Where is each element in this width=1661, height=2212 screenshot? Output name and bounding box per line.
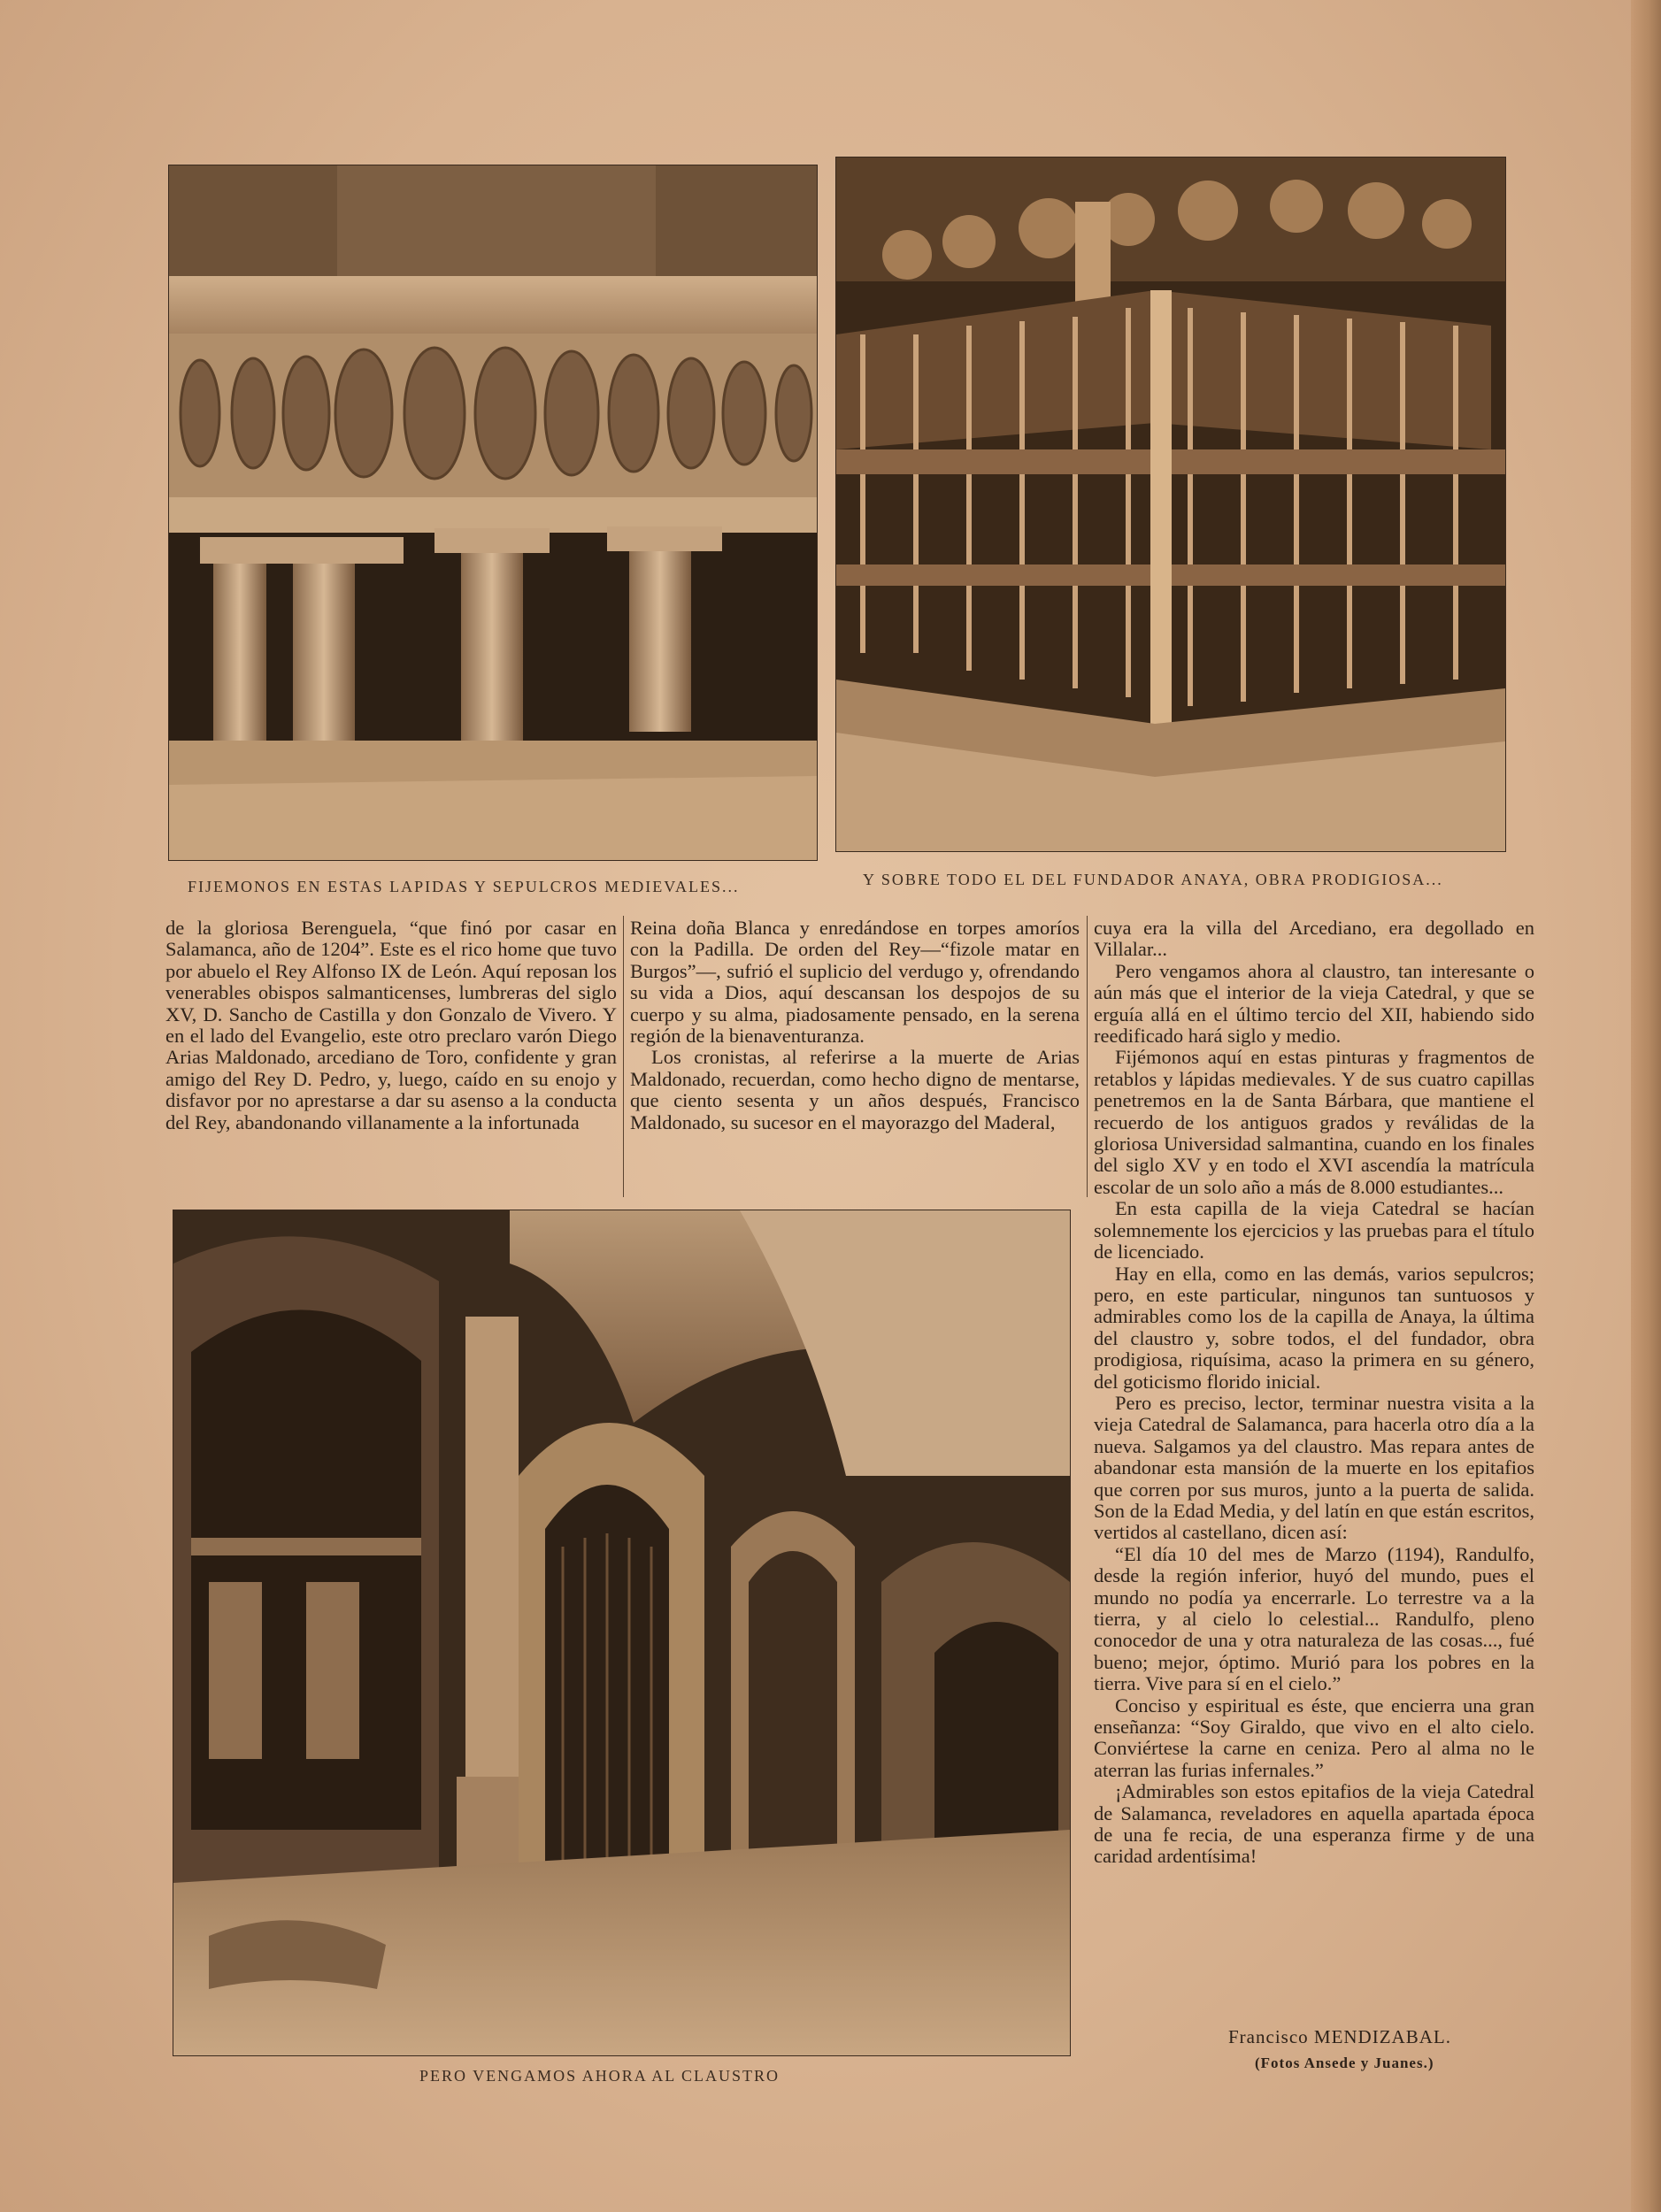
paragraph: ¡Admirables son estos epitafios de la vieja Catedral de Salamanca, reveladores en aquella apartada época de una fe recia, de una esperanza firme y de una caridad ardentísima! <box>1094 1780 1534 1868</box>
page-edge <box>1631 0 1661 2212</box>
author-signature: Francisco MENDIZABAL. <box>1228 2026 1451 2047</box>
paragraph: cuya era la villa del Arcediano, era degollado en Villalar... <box>1094 917 1534 961</box>
paragraph: de la gloriosa Berenguela, “que finó por casar en Salamanca, año de 1204”. Este es el rico home que tuvo por abuelo el Rey Alfonso IX de León. Aquí reposan los venerables obispos salmanticenses, lumbreras del siglo XV, D. Sancho de Castilla y don Gonzalo de Vivero. Y en el lado del Evangelio, este otro preclaro varón Diego Arias Maldonado, arcediano de Toro, confidente y gran amigo del Rey D. Pedro, y, luego, caído en su enojo y disfavor por no aprestarse a dar su asenso a la conducta del Rey, abandonando villanamente a la infortunada <box>165 917 617 1133</box>
paragraph: En esta capilla de la vieja Catedral se hacían solemnemente los ejercicios y las pruebas para el título de licenciado. <box>1094 1197 1534 1263</box>
photo-cloister <box>173 1210 1071 2056</box>
paragraph: Reina doña Blanca y enredándose en torpes amoríos con la Padilla. De orden del Rey—“fizole matar en Burgos”—, sufrió el suplicio del verdugo y, ofrendando su vida a Dios, aquí descansan los despojos de su cuerpo y su alma, piadosamente pensado, en la serena región de la bienaventuranza. <box>630 917 1080 1048</box>
text-column-3 <box>1094 918 1534 1868</box>
paragraph: Pero es preciso, lector, terminar nuestra visita a la vieja Catedral de Salamanca, para hacerla otro día a la nueva. Salgamos ya del claustro. Mas repara antes de abandonar esta mansión de la muerte en los epitafios que corren por sus muros, junto a la puerta de salida. Son de la Edad Media, y del latín en que están escritos, vertidos al castellano, dicen así: <box>1094 1391 1534 1544</box>
paragraph: Conciso y espiritual es éste, que encierra una gran enseñanza: “Soy Giraldo, que vivo en el alto cielo. Conviértese la carne en ceniza. Pero al alma no le aterran las furias infernales.” <box>1094 1694 1534 1781</box>
column-rule <box>623 916 624 1197</box>
paragraph: Pero vengamos ahora al claustro, tan interesante o aún más que el interior de la vieja Catedral, y que se erguía allá en el último tercio del XII, habiendo sido reedificado hará siglo y medio. <box>1094 959 1534 1048</box>
paragraph: Los cronistas, al referirse a la muerte de Arias Maldonado, recuerdan, como hecho digno de mentarse, que ciento sesenta y un años después, Francisco Maldonado, su sucesor en el mayorazgo del Maderal, <box>630 1046 1080 1133</box>
paragraph: Fijémonos aquí en estas pinturas y fragmentos de retablos y lápidas medievales. Y de sus cuatro capillas penetremos en la de Santa Bárbara, que mantiene el recuerdo de los antiguos grados y reválidas de la gloriosa Universidad salmantina, cuando en los finales del siglo XV y en todo el XVI ascendía la matrícula escolar de un solo año a más de 8.000 estudiantes... <box>1094 1046 1534 1198</box>
photo-credit: (Fotos Ansede y Juanes.) <box>1255 2055 1434 2071</box>
caption-top-right: Y SOBRE TODO EL DEL FUNDADOR ANAYA, OBRA PRODIGIOSA... <box>863 871 1443 888</box>
text-column-1 <box>165 918 617 1133</box>
caption-bottom: PERO VENGAMOS AHORA AL CLAUSTRO <box>419 2067 781 2085</box>
caption-top-left: FIJEMONOS EN ESTAS LAPIDAS Y SEPULCROS MEDIEVALES... <box>188 878 740 895</box>
column-rule <box>1087 916 1088 1197</box>
text-column-2 <box>630 918 1080 1133</box>
paragraph: “El día 10 del mes de Marzo (1194), Randulfo, desde la región inferior, huyó del mundo, pues el mundo no podía ya encerrarle. Lo terrestre va a la tierra, y al cielo lo celestial... Randulfo, pleno conocedor de una y otra naturaleza de las cosas..., fué bueno; mejor, óptimo. Murió para los pobres en la tierra. Vive para sí en el cielo.” <box>1094 1542 1534 1695</box>
photo-medieval-sepulchres <box>168 165 818 861</box>
photo-anaya-tomb <box>835 157 1506 852</box>
paragraph: Hay en ella, como en las demás, varios sepulcros; pero, en este particular, ningunos tan suntuosos y admirables como los de la capilla de Anaya, la última del claustro y, sobre todos, el del fundador, obra prodigiosa, riquísima, acaso la primera en su género, del goticismo florido inicial. <box>1094 1262 1534 1393</box>
